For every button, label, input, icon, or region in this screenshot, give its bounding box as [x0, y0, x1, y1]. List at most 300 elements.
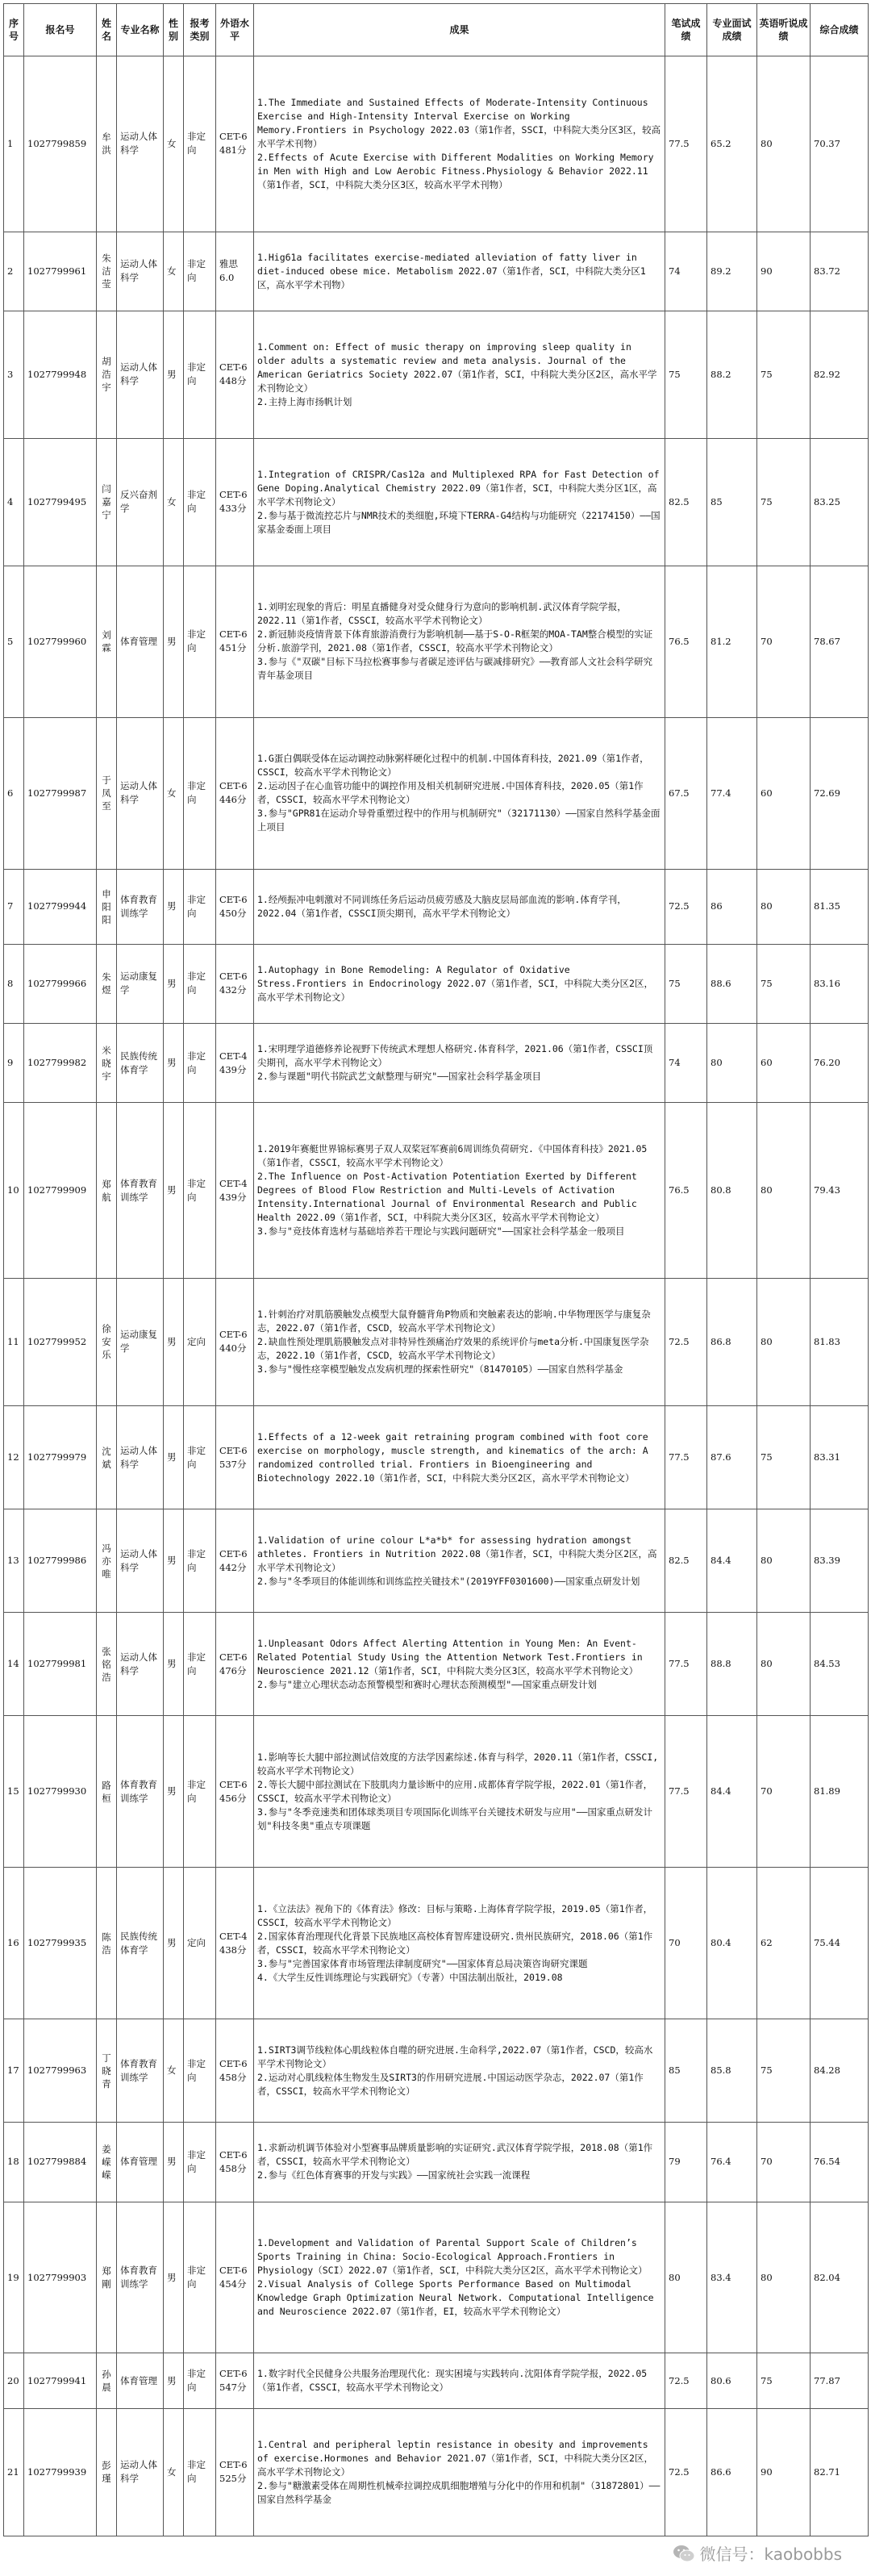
- cell-major: 体育管理: [117, 2123, 164, 2202]
- cell-id: 1027799935: [24, 1868, 97, 2019]
- cell-no: 15: [4, 1716, 24, 1868]
- cell-ach: [254, 717, 665, 869]
- cell-type: 非定向: [184, 1716, 216, 1868]
- cell-total: 83.72: [811, 232, 869, 311]
- achievement-item: 1.宋明理学道德修养论视野下传统武术理想人格研究.体育科学，2021.06（第1作者，CSSCI顶尖期刊，高水平学术刊物论文）: [257, 1043, 653, 1069]
- table-row: [4, 869, 869, 944]
- table-row: [4, 2019, 869, 2123]
- cell-name: 冯亦唯: [97, 1509, 117, 1613]
- table-row: [4, 717, 869, 869]
- cell-total: 82.04: [811, 2202, 869, 2353]
- cell-eng: CET-6 440分: [216, 1278, 254, 1405]
- cell-id: 1027799966: [24, 944, 97, 1023]
- cell-gender: 女: [164, 56, 184, 232]
- cell-listening: 80: [757, 869, 811, 944]
- cell-gender: 男: [164, 1405, 184, 1509]
- cell-listening: 75: [757, 1405, 811, 1509]
- cell-gender: 男: [164, 1613, 184, 1716]
- cell-written: 75: [665, 944, 707, 1023]
- cell-total: 84.28: [811, 2019, 869, 2123]
- cell-interview: 85: [707, 438, 757, 566]
- cell-name: 姜嵘嵘: [97, 2123, 117, 2202]
- achievement-item: 2.参与课题"明代书院武艺文献整理与研究"——国家社会科学基金项目: [257, 1071, 542, 1083]
- table-row: [4, 56, 869, 232]
- cell-name: 彭瑾: [97, 2408, 117, 2536]
- cell-ach: [254, 1868, 665, 2019]
- cell-id: 1027799939: [24, 2408, 97, 2536]
- cell-gender: 女: [164, 717, 184, 869]
- cell-ach: [254, 56, 665, 232]
- cell-name: 牟洪: [97, 56, 117, 232]
- cell-eng: CET-4 438分: [216, 1868, 254, 2019]
- cell-id: 1027799982: [24, 1024, 97, 1103]
- header-listening: 英语听说成绩: [757, 4, 811, 56]
- cell-written: 75: [665, 311, 707, 438]
- cell-id: 1027799960: [24, 566, 97, 717]
- cell-major: 体育教育训练学: [117, 869, 164, 944]
- cell-written: 80: [665, 2202, 707, 2353]
- achievement-item: 1.Hig61a facilitates exercise-mediated alleviation of fatty liver in diet-induced obese mice. Metabolism 2022.07（第1作者，SCI，中科院大类分区1区，高水平学术刊物）: [257, 251, 646, 290]
- achievement-item: 3.参与《"双碳"目标下马拉松赛事参与者碳足迹评估与碳减排研究》——教育部人文社会科学研究青年基金项目: [257, 656, 653, 682]
- cell-written: 77.5: [665, 56, 707, 232]
- cell-ach: [254, 2019, 665, 2123]
- cell-ach: [254, 1613, 665, 1716]
- cell-type: 定向: [184, 1868, 216, 2019]
- cell-type: 非定向: [184, 2353, 216, 2408]
- achievement-item: 1.Comment on: Effect of music therapy on improving sleep quality in older adults a systematic review and meta analysis. Journal of the American Geriatrics Society 2022.07（第1作者，SCI，中科院大类分区2区，高水平学术刊物论文）: [257, 340, 657, 394]
- cell-name: 申阳阳: [97, 869, 117, 944]
- table-row: [4, 2202, 869, 2353]
- cell-type: 定向: [184, 1278, 216, 1405]
- cell-total: 81.35: [811, 869, 869, 944]
- cell-no: 21: [4, 2408, 24, 2536]
- cell-eng: CET-6 458分: [216, 2123, 254, 2202]
- cell-total: 72.69: [811, 717, 869, 869]
- table-row: [4, 1716, 869, 1868]
- cell-written: 74: [665, 232, 707, 311]
- cell-id: 1027799986: [24, 1509, 97, 1613]
- table-row: [4, 438, 869, 566]
- cell-name: 郑航: [97, 1103, 117, 1279]
- cell-major: 运动康复学: [117, 944, 164, 1023]
- cell-eng: CET-4 439分: [216, 1103, 254, 1279]
- cell-written: 82.5: [665, 1509, 707, 1613]
- cell-major: 体育教育训练学: [117, 1716, 164, 1868]
- cell-eng: CET-6 456分: [216, 1716, 254, 1868]
- cell-listening: 70: [757, 2123, 811, 2202]
- cell-gender: 女: [164, 438, 184, 566]
- cell-no: 11: [4, 1278, 24, 1405]
- cell-no: 19: [4, 2202, 24, 2353]
- cell-type: 非定向: [184, 56, 216, 232]
- cell-gender: 男: [164, 566, 184, 717]
- cell-name: 闫嘉宁: [97, 438, 117, 566]
- cell-name: 沈斌: [97, 1405, 117, 1509]
- cell-interview: 65.2: [707, 56, 757, 232]
- cell-listening: 75: [757, 311, 811, 438]
- cell-ach: [254, 1103, 665, 1279]
- cell-major: 反兴奋剂学: [117, 438, 164, 566]
- watermark-text: 微信号：kaobobbs: [699, 2545, 842, 2564]
- cell-gender: 男: [164, 2123, 184, 2202]
- table-row: [4, 2408, 869, 2536]
- cell-no: 16: [4, 1868, 24, 2019]
- watermark: [673, 2541, 842, 2565]
- cell-written: 79: [665, 2123, 707, 2202]
- cell-ach: [254, 1278, 665, 1405]
- cell-written: 72.5: [665, 2353, 707, 2408]
- header-total: 综合成绩: [811, 4, 869, 56]
- achievement-item: 1.求新动机调节体验对小型赛事品牌质量影响的实证研究.武汉体育学院学报，2018.08（第1作者，CSSCI，较高水平学术刊物论文）: [257, 2142, 653, 2168]
- cell-total: 76.54: [811, 2123, 869, 2202]
- cell-written: 76.5: [665, 1103, 707, 1279]
- cell-gender: 女: [164, 232, 184, 311]
- cell-gender: 男: [164, 1716, 184, 1868]
- cell-listening: 75: [757, 944, 811, 1023]
- achievement-item: 4.《大学生反性训练理论与实践研究》（专著）中国法制出版社，2019.08: [257, 1971, 563, 1983]
- cell-id: 1027799930: [24, 1716, 97, 1868]
- cell-no: 6: [4, 717, 24, 869]
- cell-listening: 60: [757, 717, 811, 869]
- achievement-item: 2.运动对心肌线粒体生物发生及SIRT3的作用研究进展.中国运动医学杂志，2022.07（第1作者，CSSCI，较高水平学术刊物论文）: [257, 2071, 644, 2097]
- cell-written: 85: [665, 2019, 707, 2123]
- cell-no: 14: [4, 1613, 24, 1716]
- cell-major: 运动人体科学: [117, 56, 164, 232]
- cell-total: 81.89: [811, 1716, 869, 1868]
- cell-major: 体育教育训练学: [117, 1103, 164, 1279]
- achievement-item: 2.缺血性预处理肌筋膜触发点对非特异性颈痛治疗效果的系统评价与meta分析.中国康复医学杂志，2022.10（第1作者，CSCD，较高水平学术刊物论文）: [257, 1335, 649, 1361]
- cell-type: 非定向: [184, 311, 216, 438]
- cell-type: 非定向: [184, 717, 216, 869]
- cell-listening: 90: [757, 2408, 811, 2536]
- cell-name: 朱洁莹: [97, 232, 117, 311]
- cell-written: 74: [665, 1024, 707, 1103]
- cell-eng: CET-6 446分: [216, 717, 254, 869]
- header-interview: 专业面试成绩: [707, 4, 757, 56]
- cell-interview: 89.2: [707, 232, 757, 311]
- cell-no: 20: [4, 2353, 24, 2408]
- cell-written: 72.5: [665, 2408, 707, 2536]
- cell-gender: 男: [164, 1278, 184, 1405]
- achievement-item: 2.主持上海市扬帆计划: [257, 395, 352, 407]
- cell-eng: CET-6 481分: [216, 56, 254, 232]
- cell-type: 非定向: [184, 2408, 216, 2536]
- cell-ach: [254, 232, 665, 311]
- cell-written: 72.5: [665, 869, 707, 944]
- cell-id: 1027799952: [24, 1278, 97, 1405]
- achievement-item: 1.刘明宏现象的背后：明星直播健身对受众健身行为意向的影响机制.武汉体育学院学报，2022.11（第1作者，CSSCI，较高水平学术刊物论文）: [257, 601, 627, 627]
- header-written: 笔试成绩: [665, 4, 707, 56]
- achievement-item: 2.Visual Analysis of College Sports Performance Based on Multimodal Knowledge Graph Optimization Neural Network. Computational Intelligence and Neuroscience 2022.07（第1作者，EI，较高水平学术刊物论文）: [257, 2278, 654, 2318]
- cell-interview: 85.8: [707, 2019, 757, 2123]
- cell-type: 非定向: [184, 944, 216, 1023]
- cell-gender: 女: [164, 2019, 184, 2123]
- cell-gender: 男: [164, 869, 184, 944]
- cell-type: 非定向: [184, 566, 216, 717]
- header-name: 姓名: [97, 4, 117, 56]
- cell-total: 81.83: [811, 1278, 869, 1405]
- cell-eng: CET-6 537分: [216, 1405, 254, 1509]
- cell-written: 77.5: [665, 1716, 707, 1868]
- cell-major: 运动人体科学: [117, 232, 164, 311]
- cell-eng: CET-6 454分: [216, 2202, 254, 2353]
- cell-eng: CET-6 525分: [216, 2408, 254, 2536]
- cell-major: 运动人体科学: [117, 717, 164, 869]
- cell-total: 79.43: [811, 1103, 869, 1279]
- achievement-item: 3.参与"竞技体育选材与基础培养若干理论与实践问题研究"——国家社会科学基金一般项目: [257, 1225, 625, 1238]
- cell-gender: 女: [164, 2408, 184, 2536]
- cell-major: 运动人体科学: [117, 2408, 164, 2536]
- cell-eng: 雅思6.0: [216, 232, 254, 311]
- cell-interview: 84.4: [707, 1716, 757, 1868]
- cell-listening: 60: [757, 1024, 811, 1103]
- header-gender: 性别: [164, 4, 184, 56]
- cell-gender: 男: [164, 2202, 184, 2353]
- cell-interview: 80.6: [707, 2353, 757, 2408]
- cell-interview: 80.4: [707, 1868, 757, 2019]
- cell-id: 1027799859: [24, 56, 97, 232]
- cell-no: 3: [4, 311, 24, 438]
- header-id: 报名号: [24, 4, 97, 56]
- cell-type: 非定向: [184, 1509, 216, 1613]
- cell-listening: 70: [757, 1716, 811, 1868]
- achievement-item: 3.参与"慢性痉挛模型触发点发病机理的探索性研究"（81470105）——国家自然科学基金: [257, 1363, 623, 1375]
- cell-written: 77.5: [665, 1405, 707, 1509]
- cell-total: 83.25: [811, 438, 869, 566]
- cell-no: 10: [4, 1103, 24, 1279]
- cell-gender: 男: [164, 2353, 184, 2408]
- table-body: [4, 56, 869, 2536]
- cell-no: 2: [4, 232, 24, 311]
- achievement-item: 1.《立法法》视角下的《体育法》修改：目标与策略.上海体育学院学报，2019.05（第1作者，CSSCI，较高水平学术刊物论文）: [257, 1902, 653, 1928]
- cell-name: 路桓: [97, 1716, 117, 1868]
- cell-total: 76.20: [811, 1024, 869, 1103]
- cell-major: 运动人体科学: [117, 1405, 164, 1509]
- achievement-item: 2.Effects of Acute Exercise with Different Modalities on Working Memory in Men with High and Low Aerobic Fitness.Physiology & Behavior 2022.11（第1作者，SCI，中科院大类分区3区，较高水平学术刊物）: [257, 151, 654, 190]
- cell-type: 非定向: [184, 1103, 216, 1279]
- cell-ach: [254, 1024, 665, 1103]
- cell-id: 1027799979: [24, 1405, 97, 1509]
- cell-written: 82.5: [665, 438, 707, 566]
- cell-interview: 81.2: [707, 566, 757, 717]
- cell-gender: 男: [164, 1024, 184, 1103]
- cell-gender: 男: [164, 311, 184, 438]
- cell-interview: 84.4: [707, 1509, 757, 1613]
- cell-major: 运动人体科学: [117, 1509, 164, 1613]
- admission-score-table: [3, 3, 869, 2536]
- cell-listening: 75: [757, 438, 811, 566]
- cell-listening: 80: [757, 1509, 811, 1613]
- header-no: 序号: [4, 4, 24, 56]
- cell-eng: CET-6 432分: [216, 944, 254, 1023]
- cell-eng: CET-6 442分: [216, 1509, 254, 1613]
- cell-name: 陈浩: [97, 1868, 117, 2019]
- table-row: [4, 944, 869, 1023]
- cell-type: 非定向: [184, 869, 216, 944]
- header-type: 报考类别: [184, 4, 216, 56]
- cell-major: 运动康复学: [117, 1278, 164, 1405]
- table-row: [4, 1613, 869, 1716]
- achievement-item: 1.G蛋白偶联受体在运动调控动脉粥样硬化过程中的机制.中国体育科技，2021.09（第1作者，CSSCI，较高水平学术刊物论文）: [257, 753, 649, 779]
- cell-eng: CET-4 439分: [216, 1024, 254, 1103]
- cell-total: 78.67: [811, 566, 869, 717]
- cell-major: 体育教育训练学: [117, 2202, 164, 2353]
- cell-eng: CET-6 547分: [216, 2353, 254, 2408]
- header-ach: 成果: [254, 4, 665, 56]
- cell-id: 1027799961: [24, 232, 97, 311]
- cell-ach: [254, 869, 665, 944]
- cell-total: 83.39: [811, 1509, 869, 1613]
- header-eng: 外语水平: [216, 4, 254, 56]
- cell-name: 徐安乐: [97, 1278, 117, 1405]
- cell-name: 丁晓青: [97, 2019, 117, 2123]
- cell-gender: 男: [164, 1509, 184, 1613]
- achievement-item: 1.Validation of urine colour L*a*b* for assessing hydration amongst athletes. Frontiers in Nutrition 2022.08（第1作者，SCI，中科院大类分区2区，高水平学术刊物论文）: [257, 1534, 657, 1573]
- achievement-item: 2.新冠肺炎疫情背景下体育旅游消费行为影响机制——基于S-O-R框架的MOA-TAM整合模型的实证分析.旅游学刊，2021.08（第1作者，CSSCI，较高水平学术刊物论文）: [257, 628, 653, 654]
- cell-major: 体育教育训练学: [117, 2019, 164, 2123]
- cell-major: 体育管理: [117, 566, 164, 717]
- table-row: [4, 1024, 869, 1103]
- achievement-item: 1.2019年赛艇世界锦标赛男子双人双桨冠军赛前6周训练负荷研究.《中国体育科技》2021.05（第1作者，CSSCI，较高水平学术刊物论文）: [257, 1143, 648, 1169]
- table-row: [4, 311, 869, 438]
- cell-interview: 86.6: [707, 2408, 757, 2536]
- cell-id: 1027799884: [24, 2123, 97, 2202]
- cell-ach: [254, 944, 665, 1023]
- cell-listening: 75: [757, 2353, 811, 2408]
- cell-listening: 70: [757, 566, 811, 717]
- cell-total: 83.16: [811, 944, 869, 1023]
- achievement-item: 1.经颅振冲电刺激对不同训练任务后运动员疲劳感及大脑皮层局部血流的影响.体育学刊，2022.04（第1作者，CSSCI顶尖期刊，高水平学术刊物论文）: [257, 893, 627, 919]
- achievement-item: 1.Unpleasant Odors Affect Alerting Attention in Young Men: An Event-Related Potential Study Using the Attention Network Test.Frontiers in Neuroscience 2021.12（第1作者，SCI，中科院大类分区3区，较高水平学术刊物论文）: [257, 1637, 643, 1676]
- achievement-item: 2.参与基于微流控芯片与NMR技术的类细胞,环境下TERRA-G4结构与功能研究（22174150）——国家基金委面上项目: [257, 509, 661, 535]
- cell-id: 1027799987: [24, 717, 97, 869]
- cell-major: 运动人体科学: [117, 311, 164, 438]
- cell-ach: [254, 1716, 665, 1868]
- cell-total: 70.37: [811, 56, 869, 232]
- cell-listening: 75: [757, 2019, 811, 2123]
- cell-name: 郑剛: [97, 2202, 117, 2353]
- achievement-item: 3.参与"冬季竞速类和团体球类项目专项国际化训练平台关键技术研发与应用"——国家重点研发计划"科技冬奥"重点专项课题: [257, 1806, 653, 1831]
- cell-type: 非定向: [184, 1613, 216, 1716]
- table-row: [4, 1868, 869, 2019]
- cell-name: 刘霖: [97, 566, 117, 717]
- header-row: [4, 4, 869, 56]
- cell-type: 非定向: [184, 1405, 216, 1509]
- cell-ach: [254, 2202, 665, 2353]
- cell-written: 70: [665, 1868, 707, 2019]
- cell-id: 1027799903: [24, 2202, 97, 2353]
- cell-no: 7: [4, 869, 24, 944]
- cell-type: 非定向: [184, 2019, 216, 2123]
- cell-interview: 77.4: [707, 717, 757, 869]
- wechat-icon: [673, 2544, 695, 2563]
- cell-ach: [254, 1405, 665, 1509]
- table-row: [4, 2353, 869, 2408]
- achievement-item: 2.The Influence on Post-Activation Potentiation Exerted by Different Degrees of Blood Flow Restriction and Multi-Levels of Activation Intensity.International Journal of Environmental Research and Public Health 2022.09（第1作者，SCI，中科院大类分区3区，较高水平学术刊物论文）: [257, 1171, 637, 1224]
- achievement-item: 2.等长大腿中部拉测试在下肢肌肉力量诊断中的应用.成都体育学院学报，2022.01（第1作者，CSSCI，较高水平学术刊物论文）: [257, 1778, 653, 1804]
- cell-type: 非定向: [184, 2202, 216, 2353]
- achievement-item: 1.SIRT3调节线粒体心肌线粒体自噬的研究进展.生命科学,2022.07（第1作者，CSCD，较高水平学术刊物论文）: [257, 2044, 653, 2069]
- cell-eng: CET-6 448分: [216, 311, 254, 438]
- table-row: [4, 566, 869, 717]
- achievement-item: 3.参与"完善国家体育市场管理法律制度研究"——国家体育总局决策咨询研究课题: [257, 1957, 588, 1969]
- cell-major: 体育管理: [117, 2353, 164, 2408]
- cell-id: 1027799948: [24, 311, 97, 438]
- cell-ach: [254, 2353, 665, 2408]
- cell-listening: 80: [757, 1278, 811, 1405]
- cell-interview: 87.6: [707, 1405, 757, 1509]
- cell-id: 1027799909: [24, 1103, 97, 1279]
- achievement-item: 2.参与"冬季项目的体能训练和训练监控关键技术"(2019YFF0301600)——国家重点研发计划: [257, 1575, 640, 1587]
- cell-total: 83.31: [811, 1405, 869, 1509]
- cell-id: 1027799981: [24, 1613, 97, 1716]
- cell-id: 1027799941: [24, 2353, 97, 2408]
- cell-ach: [254, 1509, 665, 1613]
- cell-listening: 80: [757, 56, 811, 232]
- cell-total: 75.44: [811, 1868, 869, 2019]
- cell-ach: [254, 2123, 665, 2202]
- cell-written: 76.5: [665, 566, 707, 717]
- cell-total: 84.53: [811, 1613, 869, 1716]
- achievement-item: 1.Autophagy in Bone Remodeling: A Regulator of Oxidative Stress.Frontiers in Endocrinology 2022.07（第1作者，SCI，中科院大类分区2区，高水平学术刊物论文）: [257, 963, 653, 1003]
- cell-name: 米晓宇: [97, 1024, 117, 1103]
- header-major: 专业名称: [117, 4, 164, 56]
- cell-ach: [254, 566, 665, 717]
- cell-major: 运动人体科学: [117, 1613, 164, 1716]
- achievement-item: 3.参与"GPR81在运动介导骨重塑过程中的作用与机制研究"（32171130）——国家自然科学基金面上项目: [257, 808, 661, 833]
- cell-interview: 88.8: [707, 1613, 757, 1716]
- cell-name: 胡浩宇: [97, 311, 117, 438]
- cell-gender: 男: [164, 1868, 184, 2019]
- cell-total: 82.71: [811, 2408, 869, 2536]
- cell-interview: 76.4: [707, 2123, 757, 2202]
- cell-total: 77.87: [811, 2353, 869, 2408]
- cell-id: 1027799495: [24, 438, 97, 566]
- cell-listening: 90: [757, 232, 811, 311]
- achievement-item: 1.Central and peripheral leptin resistance in obesity and improvements of exercise.Hormones and Behavior 2021.07（第1作者，SCI，中科院大类分区2区，高水平学术刊物论文）: [257, 2438, 653, 2478]
- cell-type: 非定向: [184, 232, 216, 311]
- achievement-item: 1.Development and Validation of Parental Support Scale of Children’s Sports Training in China: Socio-Ecological Approach.Frontiers in Physiology（SCI）2022.07（第1作者，SCI，中科院大类分区2区，高水平学术刊物论文）: [257, 2237, 648, 2277]
- achievement-item: 1.针刺治疗对肌筋膜触发点模型大鼠脊髓背角P物质和突触素表达的影响.中华物理医学与康复杂志，2022.07（第1作者，CSCD，较高水平学术刊物论文）: [257, 1308, 651, 1334]
- cell-name: 朱煜: [97, 944, 117, 1023]
- cell-no: 8: [4, 944, 24, 1023]
- cell-eng: CET-6 458分: [216, 2019, 254, 2123]
- cell-id: 1027799944: [24, 869, 97, 944]
- achievement-item: 1.Integration of CRISPR/Cas12a and Multiplexed RPA for Fast Detection of Gene Doping.Analytical Chemistry 2022.09（第1作者，SCI，中科院大类分区1区，高水平学术刊物论文）: [257, 468, 660, 507]
- achievement-item: 1.数字时代全民健身公共服务治理现代化：现实困境与实践转向.沈阳体育学院学报，2022.05（第1作者，CSSCI，较高水平学术刊物论文）: [257, 2368, 648, 2394]
- cell-written: 72.5: [665, 1278, 707, 1405]
- cell-type: 非定向: [184, 1024, 216, 1103]
- achievement-item: 2.参与《红色体育赛事的开发与实践》——国家统社会实践一流课程: [257, 2169, 531, 2181]
- cell-interview: 80: [707, 1024, 757, 1103]
- achievement-item: 1.Effects of a 12-week gait retraining program combined with foot core exercise on morphology, muscle strength, and kinematics of the arch: A randomized controlled trial. Frontiers in Bioengineering and Biotechnology 2022.10（第1作者，SCI，中科院大类分区2区，高水平学术刊物论文）: [257, 1430, 648, 1484]
- cell-eng: CET-6 476分: [216, 1613, 254, 1716]
- cell-type: 非定向: [184, 2123, 216, 2202]
- cell-no: 4: [4, 438, 24, 566]
- cell-total: 82.92: [811, 311, 869, 438]
- cell-no: 12: [4, 1405, 24, 1509]
- table-row: [4, 2123, 869, 2202]
- achievement-item: 2.参与"建立心理状态动态预警模型和赛时心理状态预测模型"——国家重点研发计划: [257, 1678, 598, 1690]
- achievement-item: 1.The Immediate and Sustained Effects of Moderate-Intensity Continuous Exercise and High-Intensity Interval Exercise on Working Memory.Frontiers in Psychology 2022.03（第1作者，SSCI，中科院大类分区3区，较高水平学术刊物）: [257, 96, 661, 149]
- cell-major: 民族传统体育学: [117, 1024, 164, 1103]
- table-row: [4, 232, 869, 311]
- cell-no: 18: [4, 2123, 24, 2202]
- achievement-item: 2.国家体育治理现代化背景下民族地区高校体育智库建设研究.贵州民族研究，2018.06（第1作者，CSSCI，较高水平学术刊物论文）: [257, 1930, 653, 1956]
- cell-ach: [254, 2408, 665, 2536]
- cell-name: 于凤至: [97, 717, 117, 869]
- cell-listening: 80: [757, 2202, 811, 2353]
